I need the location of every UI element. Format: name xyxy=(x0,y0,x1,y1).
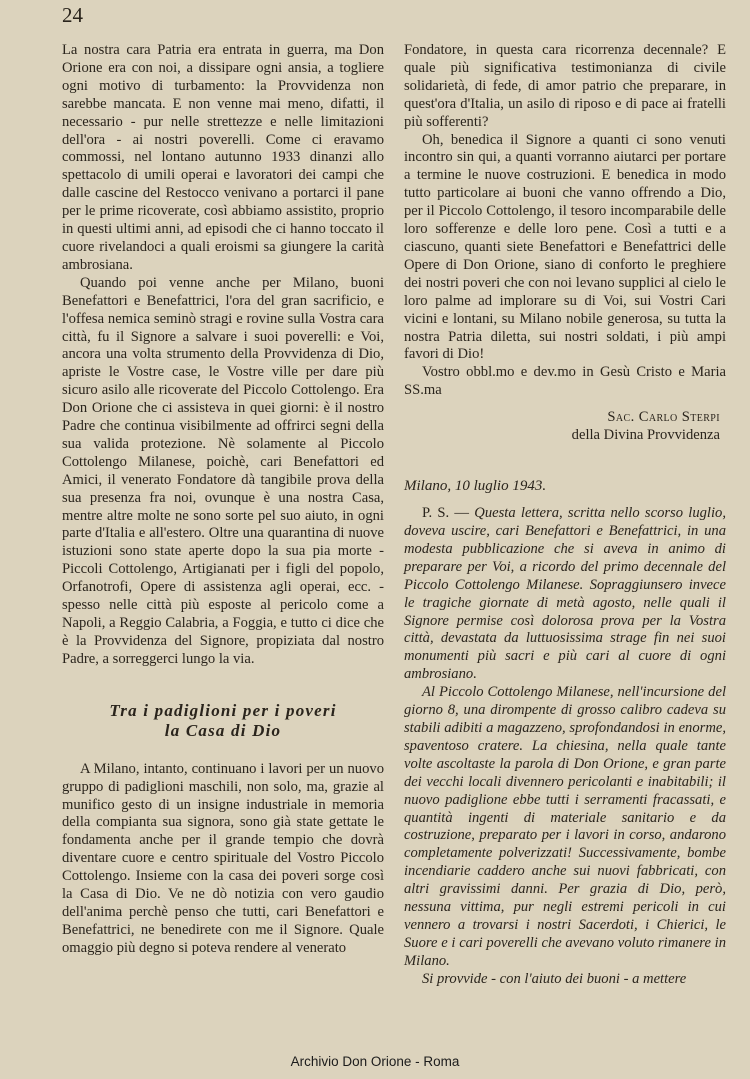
left-column xyxy=(62,42,384,958)
right-column xyxy=(404,42,726,989)
closing: Vostro obbl.mo e dev.mo in Gesù Cristo e Maria SS.ma xyxy=(404,364,726,399)
signature-title: della Divina Provvidenza xyxy=(571,427,720,444)
section-title-line-1: Tra i padiglioni per i poveri xyxy=(109,700,337,720)
page-number: 24 xyxy=(62,3,83,27)
ps-paragraph-1-text: Questa lettera, scritta nello scorso luglio, doveva uscire, cari Benefattori e Benefattrici, in una modesta pubblicazione che si aveva in animo di preparare per Voi, a ricordo del primo decennale del Piccolo Cottolengo Milanese. Sopraggiunsero invece le tragiche giornate di metà agosto, nelle quali il Signore permise così dolorosa prova per la Vostra città, devastata da luttuosissima strage fin nei suoi monumenti più sacri e più cari al cuore di ogni ambrosiano. xyxy=(404,505,726,683)
left-paragraph-1: La nostra cara Patria era entrata in guerra, ma Don Orione era con noi, a dissipare ogni ansia, a togliere ogni motivo di turbamento: la Provvidenza non sarebbe mancata. E non venne mai meno, difatti, il necessario - pur nelle strettezze e nelle limitazioni dell'ora - ai nostri poverelli. Come ci eravamo commossi, nel lontano autunno 1933 dinanzi allo spettacolo di umili operai e lavoratori dei campi che dalle cascine del Restocco venivano a portarci il pane per le prime ricoverate, così abbiamo assistito, proprio in questi ultimi anni, ad episodi che ci hanno toccato il cuore rivelandoci a quali eroismi sa giungere la carità ambrosiana. xyxy=(62,42,384,273)
signature-name: Sac. Carlo Sterpi xyxy=(607,409,720,426)
ps-paragraph-1 xyxy=(404,505,726,684)
right-paragraph-2: Oh, benedica il Signore a quanti ci sono venuti incontro sin qui, a quanti vorranno aiutarci per portare a termine le nuove costruzioni. E benedica in modo tutto particolare ai buoni che vanno offrendo a Dio, per il Piccolo Cottolengo, il tesoro incomparabile delle loro sofferenze e delle loro pene. Così a tutti e a ciascuno, quanti siete Benefattori e Benefattrici delle Opere di Don Orione, siano di conforto le preghiere dei nostri poveri che con noi levano supplici al cielo le loro palme ad implorare su di Voi, sui Vostri Cari vicini e lontani, su Milano nobile generosa, su tutta la nostra Patria diletta, sui nostri soldati, i più ampi favori di Dio! xyxy=(404,131,726,363)
section-title xyxy=(62,701,384,741)
left-paragraph-2: Quando poi venne anche per Milano, buoni Benefattori e Benefattrici, l'ora del gran sacrificio, e l'offesa nemica seminò stragi e rovine sulla Vostra cara città, fu il Signore a salvare i suoi poverelli: e Voi, ancora una volta strumento della Provvidenza di Dio, apriste le Vostre case, le Vostre ville per dare più sicuro asilo alle ricoverate del Piccolo Cottolengo. Era Don Orione che ci assisteva in quei giorni: è il nostro Padre che continua visibilmente ad offrirci segni della sua valida protezione. Nè solamente al Piccolo Cottolengo Milanese, poichè, cari Benefattori ed Amici, il venerato Fondatore dà tangibile prova della sua presenza fra noi, ovunque è una nostra Casa, mentre altre molte ne sono sorte pel suo aiuto, in ogni parte d'Italia e all'estero. Oltre una quarantina di nuove istuzioni sono state aperte dopo la sua pia morte - Piccoli Cottolengo, Artigianati per i figli del popolo, Orfanotrofi, Opere di assistenza agli operai, ecc. - spesso nelle città più esposte al pericolo come a Napoli, a Reggio Calabria, a Foggia, e tutto ci dice che è la Provvidenza del Signore, propiziata dal nostro Padre, a sorreggerci lungo la via. xyxy=(62,274,384,667)
dateline: Milano, 10 luglio 1943. xyxy=(404,478,547,495)
ps-label: P. S. — xyxy=(422,505,470,522)
archive-footer: Archivio Don Orione - Roma xyxy=(290,1054,460,1069)
section-title-line-2: la Casa di Dio xyxy=(164,720,282,740)
ps-paragraph-3: Si provvide - con l'aiuto dei buoni - a mettere xyxy=(422,970,687,987)
signature xyxy=(404,408,726,444)
ps-paragraph-2: Al Piccolo Cottolengo Milanese, nell'incursione del giorno 8, una dirompente di grosso calibro cadeva su stabili adibiti a magazzeno, sprofondandosi in enorme, spaventoso cratere. La chiesina, nella quale tante volte ascoltaste la parola di Don Orione, e gran parte dei vecchi locali divennero pericolanti e inabitabili; il nuovo padiglione ebbe tutti i serramenti fracassati, e quantità ingenti di materiale sanitario e da costruzione, preparato per i lavori in corso, andarono completamente polverizzati! Successivamente, bombe incendiarie caddero anche sui nuovi fabbricati, con altri gravissimi danni. Per grazia di Dio, però, nessuna vittima, pur negli estremi pericoli in cui vennero a trovarsi i nostri Sacerdoti, i Chierici, le Suore e i cari poverelli che avevano voluto rimanere in Milano. xyxy=(404,684,726,969)
right-paragraph-1: Fondatore, in questa cara ricorrenza decennale? E quale più significativa testimonianza di civile solidarietà, di fede, di amor patrio che preparare, in quest'ora d'Italia, un asilo di riposo e di pace ai fratelli più sofferenti? xyxy=(404,42,726,130)
left-paragraph-3: A Milano, intanto, continuano i lavori per un nuovo gruppo di padiglioni maschili, non solo, ma, grazie al munifico gesto di un insigne industriale in memoria della compianta sua signora, sono già state gettate le fondamenta anche per il grande tempio che dovrà diventare cuore e centro spirituale del Vostro Piccolo Cottolengo. Insieme con la casa dei poveri sorge così la Casa di Dio. Ve ne dò notizia con vero gaudio dell'anima perchè penso che tutti, cari Benefattori e Benefattrici, ne benedirete con me il Signore. Quale omaggio più degno si poteva rendere al venerato xyxy=(62,760,384,956)
